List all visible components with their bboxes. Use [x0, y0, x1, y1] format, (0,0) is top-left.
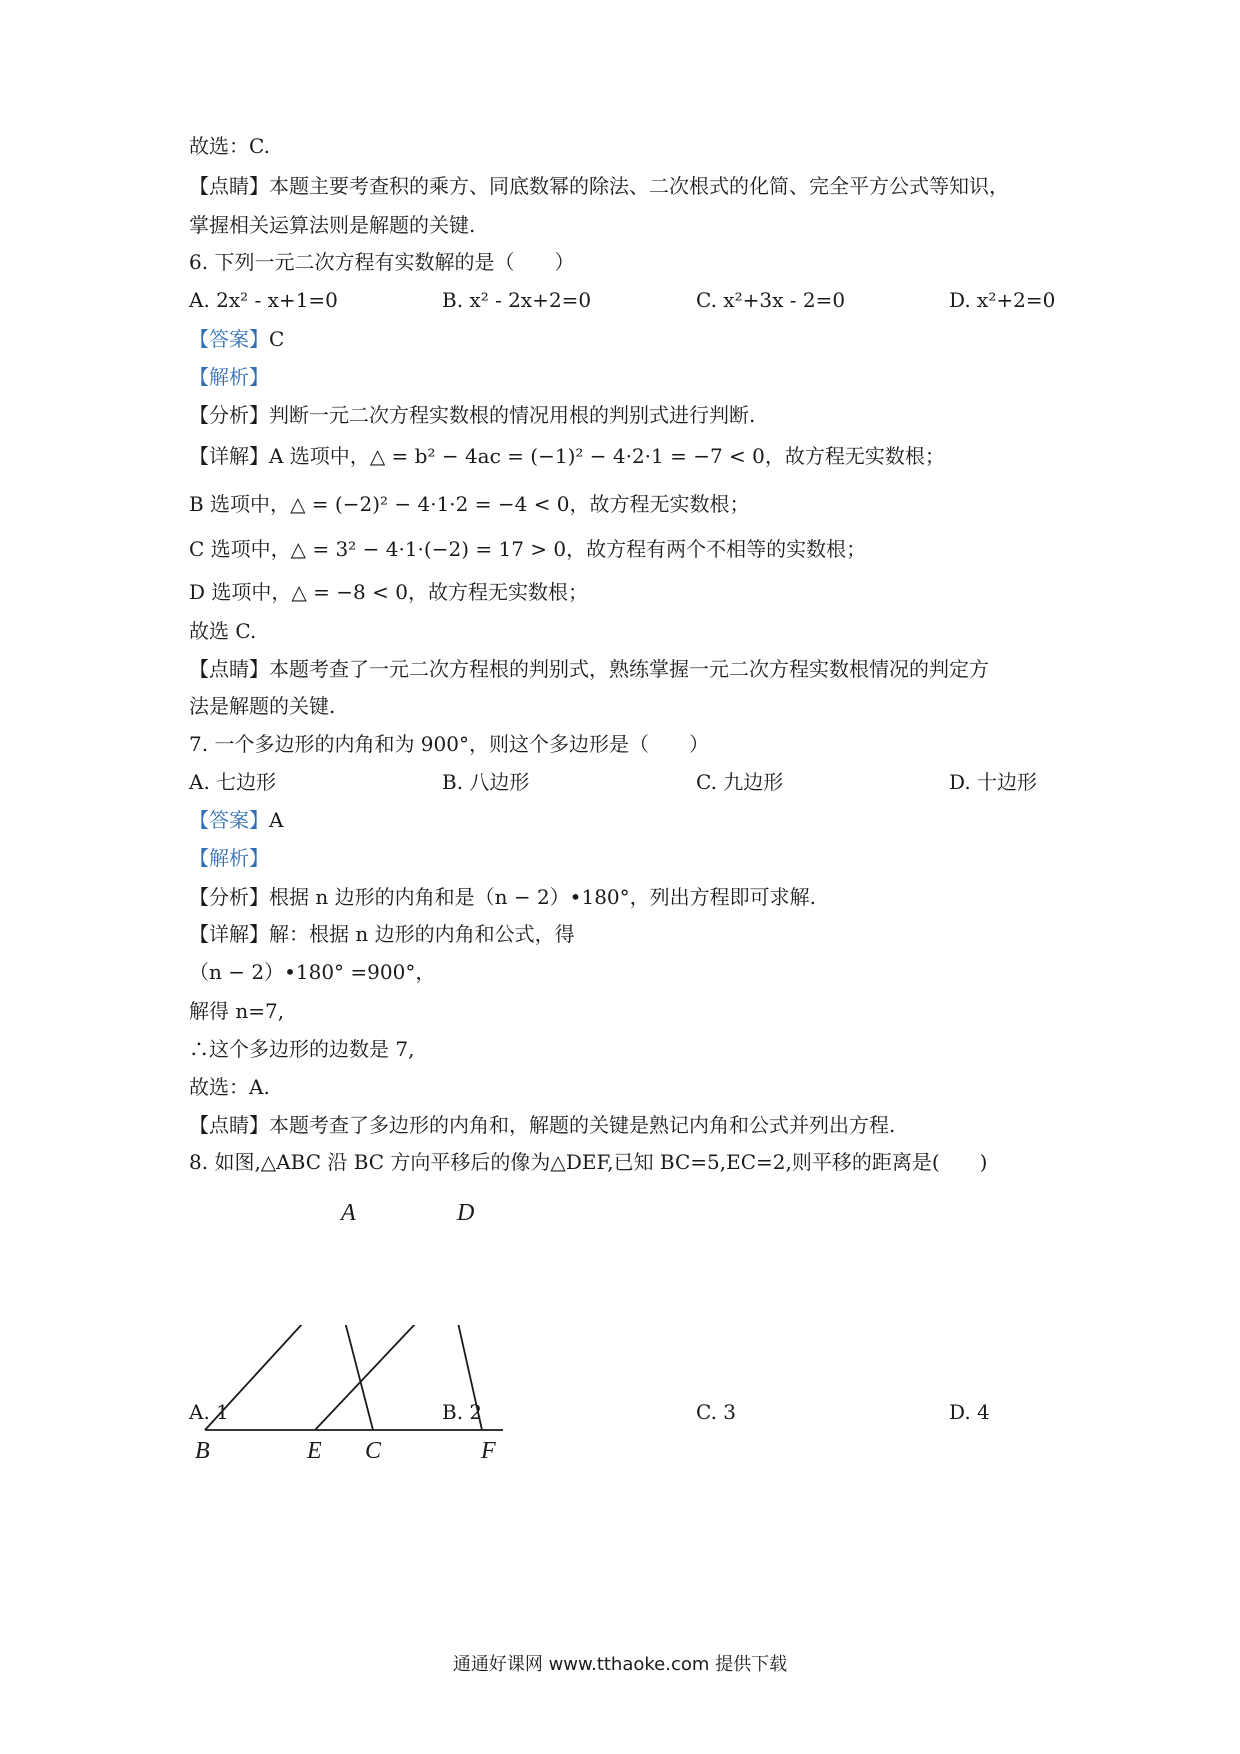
detail-c-math: △ = 3² − 4·1·(−2) = 17 > 0 — [290, 537, 567, 561]
question-6: 6. 下列一元二次方程有实数解的是（ ） — [189, 250, 575, 274]
option-d: D. x²+2=0 — [949, 288, 1056, 312]
answer-value: C — [269, 327, 285, 351]
answer-tag: 【答案】 — [189, 808, 269, 832]
option-b: B. 2 — [442, 1400, 483, 1424]
text-line: ∴这个多边形的边数是 7, — [189, 1037, 415, 1061]
detail-d-end: ，故方程无实数根； — [407, 580, 588, 604]
question-8-options — [189, 1398, 1069, 1426]
detail-d-label: D 选项中， — [189, 580, 292, 604]
option-a: A. 2x² - x+1=0 — [189, 288, 338, 312]
text-line: （n − 2）•180° =900°， — [189, 960, 436, 984]
analysis-tag: 【解析】 — [189, 846, 269, 870]
text-line: 【点睛】本题主要考查积的乘方、同底数幂的除法、二次根式的化简、完全平方公式等知识， — [189, 174, 1009, 198]
detail-c-label: C 选项中， — [189, 537, 291, 561]
option-c: C. x²+3x - 2=0 — [696, 288, 846, 312]
detail-a-end: ，故方程无实数根； — [764, 444, 945, 468]
detail-b-end: ，故方程无实数根； — [569, 492, 750, 516]
text-line: 法是解题的关键. — [189, 694, 336, 718]
text-line: 【点睛】本题考查了一元二次方程根的判别式，熟练掌握一元二次方程实数根情况的判定方 — [189, 657, 989, 681]
triangle-translation-figure — [189, 1325, 549, 1465]
option-a: A. 1 — [189, 1400, 229, 1424]
detail-b-math: △ = (−2)² − 4·1·2 = −4 < 0 — [290, 492, 570, 516]
answer-line — [189, 325, 1069, 353]
label-b: B — [195, 1438, 210, 1464]
label-f: F — [481, 1438, 496, 1464]
option-d: D. 十边形 — [949, 770, 1038, 794]
detail-d — [189, 578, 1069, 606]
text-line: 故选 C. — [189, 619, 257, 643]
text-line: 故选：C. — [189, 134, 270, 158]
question-6-options — [189, 286, 1069, 314]
page-footer: 通通好课网 www.tthaoke.com 提供下载 — [452, 1654, 788, 1675]
detail-c — [189, 535, 1069, 563]
question-7-options — [189, 768, 1069, 796]
detail-c-end: ，故方程有两个不相等的实数根； — [566, 537, 867, 561]
answer-value: A — [269, 808, 284, 832]
detail-d-math: △ = −8 < 0 — [291, 580, 408, 604]
text-line: 掌握相关运算法则是解题的关键. — [189, 213, 476, 237]
label-c: C — [365, 1438, 382, 1464]
option-b: B. x² - 2x+2=0 — [442, 288, 592, 312]
option-c: C. 九边形 — [696, 770, 784, 794]
text-line: 【点睛】本题考查了多边形的内角和，解题的关键是熟记内角和公式并列出方程. — [189, 1113, 896, 1137]
detail-b-label: B 选项中， — [189, 492, 291, 516]
label-d: D — [457, 1200, 475, 1226]
label-a: A — [341, 1200, 356, 1226]
detail-a — [189, 442, 1069, 470]
text-line: 【详解】解：根据 n 边形的内角和公式，得 — [189, 922, 575, 946]
option-b: B. 八边形 — [442, 770, 530, 794]
text-line: 【分析】根据 n 边形的内角和是（n − 2）•180°，列出方程即可求解. — [189, 885, 817, 909]
analysis-tag: 【解析】 — [189, 365, 269, 389]
text-line: 故选：A. — [189, 1075, 270, 1099]
label-e: E — [307, 1438, 322, 1464]
option-a: A. 七边形 — [189, 770, 277, 794]
option-c: C. 3 — [696, 1400, 737, 1424]
question-8: 8. 如图,△ABC 沿 BC 方向平移后的像为△DEF,已知 BC=5,EC=2,则平移的距离是( ) — [189, 1150, 988, 1174]
text-line: 解得 n=7, — [189, 999, 285, 1023]
detail-a-math: △ = b² − 4ac = (−1)² − 4·2·1 = −7 < 0 — [369, 444, 765, 468]
option-d: D. 4 — [949, 1400, 990, 1424]
answer-line — [189, 806, 1069, 834]
detail-a-label: 【详解】A 选项中， — [189, 444, 370, 468]
detail-b — [189, 490, 1069, 518]
question-7: 7. 一个多边形的内角和为 900°，则这个多边形是（ ） — [189, 732, 709, 756]
answer-tag: 【答案】 — [189, 327, 269, 351]
analysis-text: 【分析】判断一元二次方程实数根的情况用根的判别式进行判断. — [189, 403, 756, 427]
figure-top-labels — [189, 1192, 549, 1232]
